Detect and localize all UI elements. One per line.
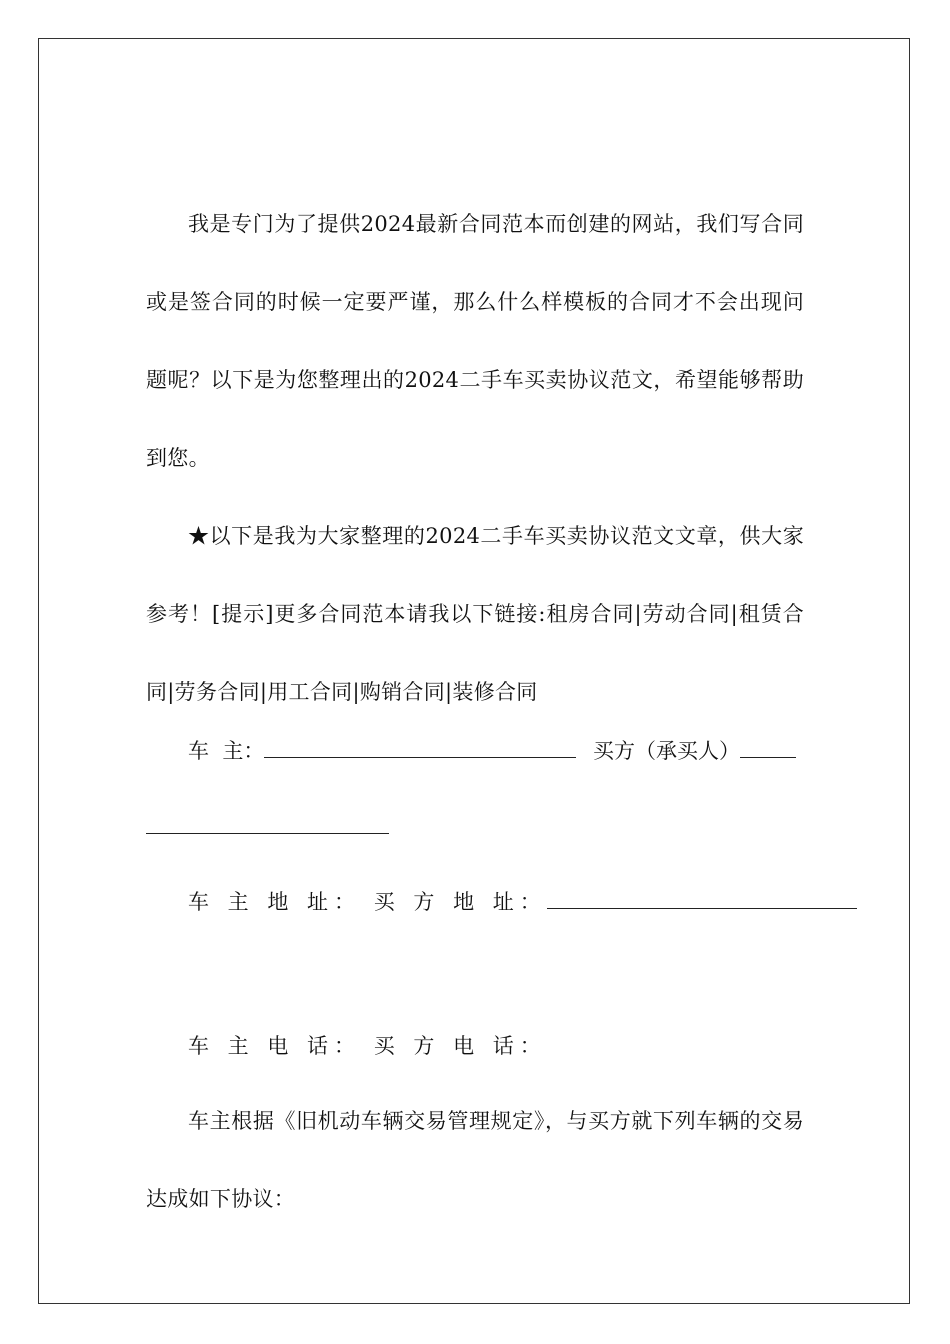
buyer-name-field[interactable] [740,737,796,758]
buyer-address-label: 买 方 地 址： [373,890,547,914]
phone-line [146,1030,547,1060]
buyer-label: 买方（承买人） [593,739,741,763]
agreement-paragraph: 车主根据《旧机动车辆交易管理规定》，与买方就下列车辆的交易达成如下协议： [146,1109,804,1211]
agreement-section [146,1082,804,1238]
buyer-phone-label: 买 方 电 话： [373,1034,547,1058]
owner-name-field[interactable] [264,737,576,758]
buyer-name-continuation [146,813,389,839]
intro-section [146,185,804,731]
owner-buyer-line [146,735,796,765]
owner-phone-label: 车 主 电 话： [188,1034,362,1058]
buyer-address-field[interactable] [547,888,857,909]
address-line [146,886,857,916]
notice-paragraph: ★以下是我为大家整理的2024二手车买卖协议范文文章，供大家参考！[提示]更多合同范本请我以下链接:租房合同|劳动合同|租赁合同|劳务合同|用工合同|购销合同|装修合同 [146,524,804,704]
owner-address-label: 车 主 地 址： [188,890,362,914]
intro-paragraph: 我是专门为了提供2024最新合同范本而创建的网站，我们写合同或是签合同的时候一定要严谨，那么什么样模板的合同才不会出现问题呢？以下是为您整理出的2024二手车买卖协议范文，希望能够帮助到您。 [146,212,804,470]
owner-label: 车 主： [188,739,265,763]
buyer-name-field-continued[interactable] [146,813,389,834]
